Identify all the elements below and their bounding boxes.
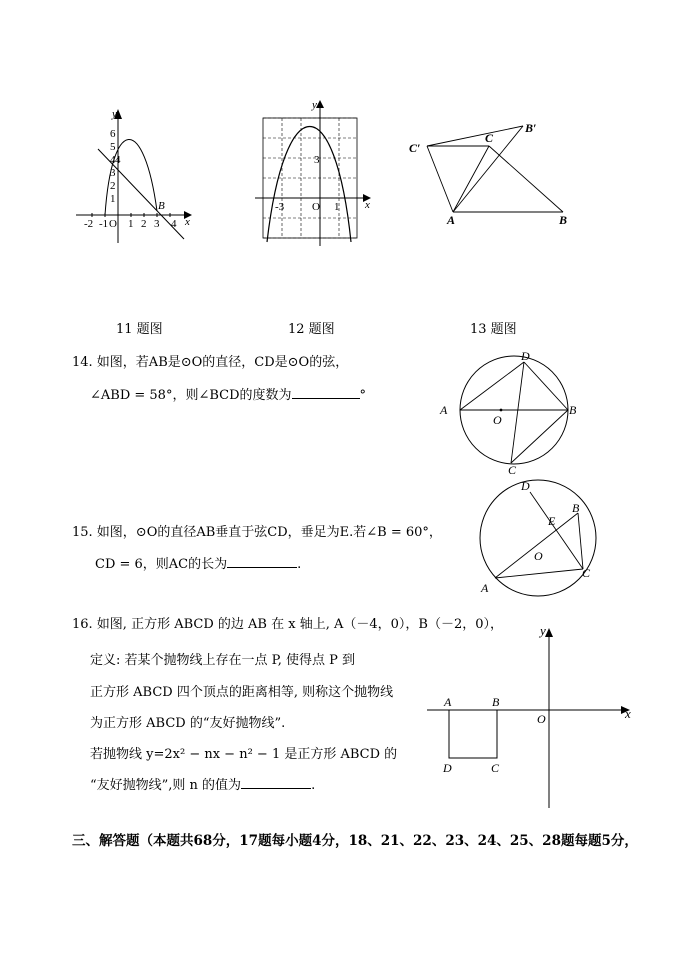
- fig12-y-axis-label: y: [312, 99, 317, 111]
- q16-line1: 16. 如图, 正方形 ABCD 的边 AB 在 x 轴上, A（－4，0），B（－2，0），: [72, 617, 503, 632]
- fig14-point-c: C: [508, 463, 517, 477]
- fig11-left-mark: 4: [115, 154, 121, 166]
- q15-period: .: [297, 557, 302, 572]
- fig11-xtick-2: 2: [141, 218, 147, 230]
- q14-degree-sign: °: [359, 388, 367, 403]
- section-3-heading: 三、解答题（本题共68分，17题每小题4分，18、21、22、23、24、25、28题每题5分，: [72, 833, 638, 849]
- fig12-label-m3: -3: [275, 201, 285, 213]
- figure-11: [72, 105, 202, 245]
- fig15-point-e: E: [548, 514, 556, 528]
- q16-line6-text: “友好抛物线”,则 n 的值为: [90, 778, 242, 793]
- fig15-point-c: C: [582, 566, 591, 580]
- fig11-ytick-1: 1: [110, 193, 116, 205]
- fig15-point-o: O: [534, 549, 543, 563]
- fig11-xtick-1: 1: [128, 218, 134, 230]
- fig12-label-o: O: [312, 201, 320, 213]
- q14-line1: 14. 如图，若AB是⊙O的直径，CD是⊙O的弦，: [72, 355, 349, 370]
- caption-fig13: 13 题图: [470, 322, 517, 337]
- figure-15: [475, 478, 605, 603]
- q14-line2: [90, 388, 366, 404]
- figure-12: [255, 98, 380, 248]
- fig12-label-1: 1: [334, 201, 340, 213]
- fig11-xtick-3: 3: [154, 218, 160, 230]
- q16-line6: [90, 778, 315, 794]
- figure-16: [425, 622, 640, 812]
- fig11-ytick-6: 6: [110, 128, 116, 140]
- fig13-point-c-prime: C′: [409, 141, 421, 155]
- q15-answer-blank[interactable]: [227, 567, 297, 568]
- fig16-x-axis-label: x: [625, 706, 631, 721]
- fig13-point-b-prime: B′: [525, 121, 537, 135]
- fig14-point-d: D: [521, 349, 530, 363]
- q15-line2-text: CD = 6，则AC的长为: [95, 557, 228, 572]
- fig16-point-o: O: [537, 712, 546, 726]
- q14-answer-blank[interactable]: [292, 398, 360, 399]
- fig14-point-a: A: [440, 403, 448, 417]
- caption-fig11: 11 题图: [116, 322, 163, 337]
- q15-line2: [95, 557, 301, 573]
- fig11-ytick-3: 3: [110, 167, 116, 179]
- fig14-point-o: O: [493, 413, 502, 427]
- caption-fig12: 12 题图: [288, 322, 335, 337]
- fig16-point-d: D: [443, 761, 452, 775]
- q16-answer-blank[interactable]: [241, 788, 311, 789]
- fig15-point-b: B: [572, 501, 580, 515]
- q14-line2-text: ∠ABD = 58°，则∠BCD的度数为: [90, 388, 292, 403]
- q16-line4: 为正方形 ABCD 的“友好抛物线”.: [90, 716, 286, 731]
- figure-13: [405, 118, 580, 230]
- q16-period: .: [311, 778, 316, 793]
- fig13-point-b: B: [559, 213, 568, 227]
- fig11-ytick-4: 4: [110, 154, 116, 166]
- fig14-point-b: B: [569, 403, 577, 417]
- figure-14: [435, 350, 575, 475]
- fig15-point-a: A: [481, 581, 489, 595]
- fig11-x-axis-label: x: [185, 216, 190, 228]
- q16-line5: 若抛物线 y=2x² − nx − n² − 1 是正方形 ABCD 的: [90, 747, 398, 762]
- fig11-y-axis-label: y: [112, 108, 117, 120]
- fig16-point-a: A: [444, 695, 452, 709]
- q15-line1: 15. 如图，⊙O的直径AB垂直于弦CD，垂足为E.若∠B = 60°，: [72, 525, 442, 540]
- fig13-point-a: A: [447, 213, 456, 227]
- fig11-xtick-o: O: [109, 218, 117, 230]
- fig15-point-d: D: [521, 479, 530, 493]
- fig16-point-c: C: [491, 761, 500, 775]
- fig11-point-b: B: [158, 200, 165, 212]
- fig13-point-c: C: [485, 131, 494, 145]
- fig16-y-axis-label: y: [540, 623, 546, 638]
- fig11-ytick-5: 5: [110, 141, 116, 153]
- q16-line3: 正方形 ABCD 四个顶点的距离相等, 则称这个抛物线: [90, 685, 394, 700]
- fig16-point-b: B: [492, 695, 500, 709]
- fig12-label-3: 3: [314, 154, 320, 166]
- fig11-xtick-m2: -2: [84, 218, 94, 230]
- fig11-xtick-m1: -1: [99, 218, 109, 230]
- q16-line2: 定义: 若某个抛物线上存在一点 P, 使得点 P 到: [90, 653, 356, 668]
- fig12-x-axis-label: x: [365, 199, 370, 211]
- fig11-ytick-2: 2: [110, 180, 116, 192]
- fig11-xtick-4: 4: [171, 218, 177, 230]
